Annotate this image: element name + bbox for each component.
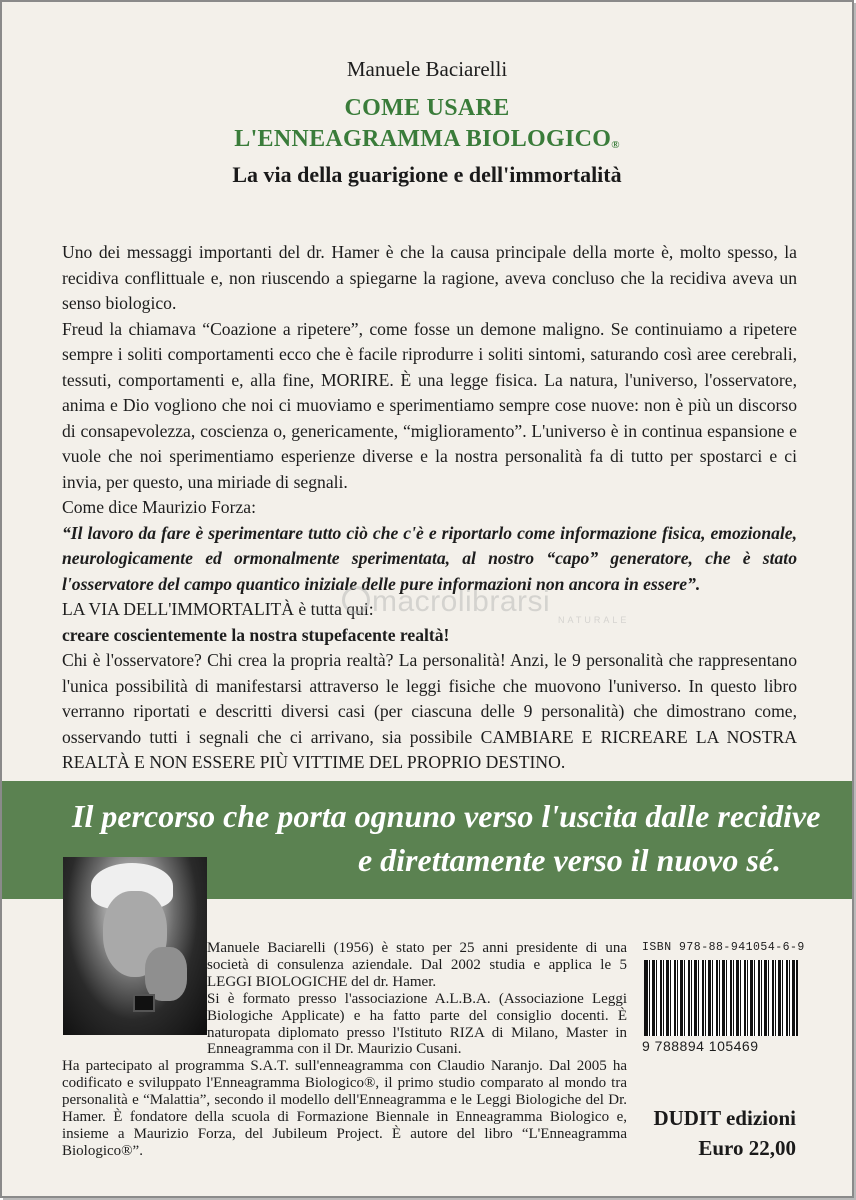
publisher-name: DUDIT edizioni — [653, 1106, 796, 1130]
blurb-paragraph-2: Freud la chiamava “Coazione a ripetere”, come fosse un demone maligno. Se continuiamo a ripetere sempre i soliti comportamenti ecco che è facile riprodurre i soliti sintomi, saturando così aree cerebrali, tessuti, comportamenti e, alla fine, MORIRE. È una legge fisica. La natura, l'universo, l'osservatore, anima e Dio vogliono che noi ci muoviamo e sperimentiamo sempre cose nuove: non è più un discorso di consapevolezza, coscienza o, genericamente, “miglioramento”. L'universo è in continua espansione e vuole che noi sperimentiamo esperienze diverse e la nostra personalità fa di tutto per spostarci e ci invia, per questo, una miriade di segnali. — [62, 318, 797, 492]
title-line-1: COME USARE — [344, 95, 510, 121]
blurb-text — [62, 240, 797, 776]
bio-paragraph-3: Ha partecipato al programma S.A.T. sull'enneagramma con Claudio Naranjo. Dal 2005 ha codificato e sviluppato l'Enneagramma Biologico®, il primo studio comparato al mondo tra personalità e “Malattia”, secondo il modello dell'Enneagramma e le Leggi Biologiche del Dr. Hamer. È fondatore della scuola di Formazione Biennale in Enneagramma Biologico e, insieme a Maurizio Forza, del Jubileum Project. È autore del libro “L'Enneagramma Biologico®”. — [62, 1058, 627, 1159]
book-title — [2, 93, 852, 155]
registered-mark: ® — [611, 139, 620, 151]
publisher-block — [653, 1103, 796, 1163]
blurb-paragraph-1: Uno dei messaggi importanti del dr. Hamer è che la causa principale della morte è, molto spesso, la recidiva conflittuale e, non riuscendo a spiegarne la ragione, aveva concluso che la recidiva aveva un senso biologico. — [62, 242, 797, 313]
tagline-line-2: e direttamente verso il nuovo sé. — [357, 842, 781, 878]
bio-paragraph-2: Si è formato presso l'associazione A.L.B.A. (Associazione Leggi Biologiche Applicate) e ha fatto parte del consiglio docenti. È naturopata diplomato presso l'Istituto RIZA di Milano, Master in Enneagramma con il Dr. Maurizio Cusani. — [207, 990, 627, 1058]
bio-paragraph-1: Manuele Baciarelli (1956) è stato per 25 anni presidente di una società di consulenza aziendale. Dal 2002 studia e applica le 5 LEGGI BIOLOGICHE del dr. Hamer. — [207, 940, 627, 990]
author-name: Manuele Baciarelli — [346, 57, 508, 81]
title-line-2: L'ENNEAGRAMMA BIOLOGICO® — [234, 126, 620, 152]
blurb-paragraph-5: creare coscientemente la nostra stupefacente realtà! — [62, 624, 450, 645]
barcode-digits: 9 788894 105469 — [642, 1038, 759, 1054]
price: Euro 22,00 — [698, 1136, 796, 1160]
tagline-line-1: Il percorso che porta ognuno verso l'uscita dalle recidive — [72, 798, 821, 834]
book-subtitle: La via della guarigione e dell'immortalità — [232, 162, 622, 187]
blurb-paragraph-4: LA VIA DELL'IMMORTALITÀ è tutta qui: — [62, 599, 374, 619]
barcode-icon — [644, 960, 798, 1036]
watermark-logo-icon — [342, 586, 370, 614]
blurb-paragraph-3: Come dice Maurizio Forza: — [62, 497, 256, 517]
blurb-quote: “Il lavoro da fare è sperimentare tutto ciò che c'è e riportarlo come informazione fisica, emozionale, neurologicamente ed ormonalmente sperimentata, al nostro “capo” generatore, che è stato l'osservatore del campo quantico iniziale delle pure informazioni non ancora in essere”. — [62, 522, 797, 594]
author-bio — [62, 940, 627, 1160]
barcode-block — [642, 941, 805, 1054]
blurb-paragraph-6: Chi è l'osservatore? Chi crea la propria realtà? La personalità! Anzi, le 9 personalità che rappresentano l'unica possibilità di manifestarsi attraverso le leggi fisiche che muovono l'universo. In questo libro verranno riportati e descritti diversi casi (per ciascuna delle 9 personalità) che dimostrano come, osservando tutti i segnali che ci arrivano, sia possibile CAMBIARE E RICREARE LA NOSTRA REALTÀ E NON ESSERE PIÙ VITTIME DEL PROPRIO DESTINO. — [62, 650, 797, 772]
isbn-label: ISBN 978-88-941054-6-9 — [642, 941, 805, 954]
watermark: macrolibrarsi NATURALE — [342, 585, 550, 619]
